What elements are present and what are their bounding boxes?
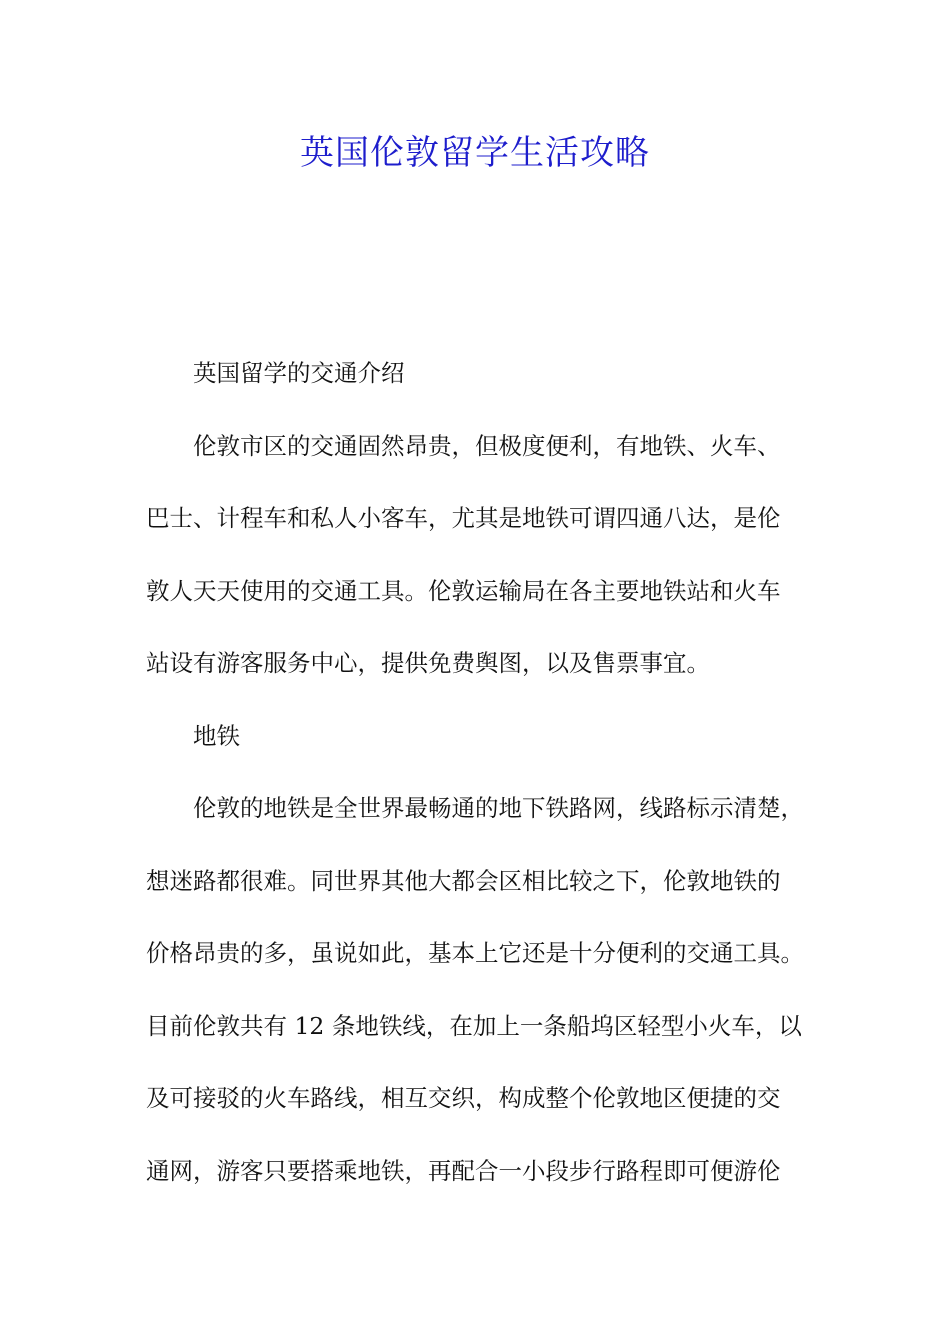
section-heading-transport: 英国留学的交通介绍 bbox=[193, 359, 405, 387]
section-heading-subway: 地铁 bbox=[193, 721, 240, 750]
paragraph-line: 想迷路都很难。同世界其他大都会区相比较之下，伦敦地铁的 bbox=[146, 866, 781, 895]
paragraph-line: 伦敦的地铁是全世界最畅通的地下铁路网，线路标示清楚， bbox=[193, 794, 804, 822]
paragraph-line: 及可接驳的火车路线，相互交织，构成整个伦敦地区便捷的交 bbox=[146, 1084, 781, 1112]
paragraph-line: 敦人天天使用的交通工具。伦敦运输局在各主要地铁站和火车 bbox=[146, 576, 781, 605]
document-body bbox=[146, 337, 836, 1207]
paragraph-line: 站设有游客服务中心，提供免费舆图，以及售票事宜。 bbox=[146, 649, 710, 677]
paragraph-line: 通网，游客只要搭乘地铁，再配合一小段步行路程即可便游伦 bbox=[146, 1156, 781, 1185]
paragraph-line: 伦敦市区的交通固然昂贵，但极度便利，有地铁、火车、 bbox=[193, 431, 781, 460]
paragraph-line: 目前伦敦共有 12 条地铁线，在加上一条船坞区轻型小火车，以 bbox=[146, 1011, 802, 1040]
document-title: 英国伦敦留学生活攻略 bbox=[300, 133, 650, 173]
paragraph-line: 巴士、计程车和私人小客车，尤其是地铁可谓四通八达，是伦 bbox=[146, 504, 781, 532]
paragraph-line: 价格昂贵的多，虽说如此，基本上它还是十分便利的交通工具。 bbox=[146, 939, 804, 967]
